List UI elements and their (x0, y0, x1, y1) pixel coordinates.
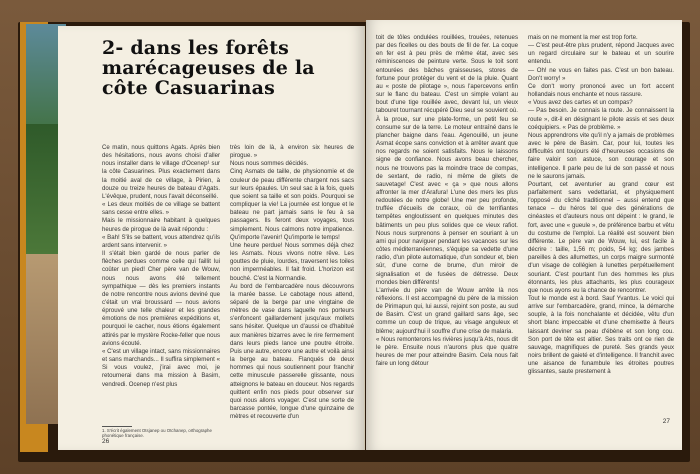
paragraph: Nous apprendrons vite qu'il n'y a jamais de problèmes avec le père de Basim. Car, pour lui, toutes les difficultés ont toujours été d'heureuses occasions de faire valoir son astuce, son courage et son intelligence. Il parle peu de lui de son passé et nous ne le saurons jamais. (528, 131, 674, 180)
right-page-column-1 (376, 34, 518, 368)
paragraph: Mais le missionnaire habitant à quelques heures de pirogue de là avait répondu : (102, 217, 220, 233)
paragraph: « C'est un village intact, sans missionnaires et sans marchands... Il suffira simplement « Si vous voulez, j'irai avec moi, je retournerai dans ma mission à Basim, vendredi. Ocenep n'est plus (102, 347, 220, 388)
paragraph: L'arrivée du père van de Wouw arrête là nos réflexions. Il est accompagné du père de la mission de Pirimapun qui, lui aussi, rejoint son poste, au sud de Basim. C'est un grand gaillard sans âge, sec comme un coup de trique, au visage anguleux et blême; aujourd'hui il souffre d'une crise de malaria. (376, 286, 518, 335)
left-page-column-1 (102, 144, 220, 389)
paragraph: Tout le monde est à bord. Sauf Yvantus. Le voici qui arrive sur l'embarcadère, grand, mince, la démarche souple, à la fois nonchalante et décidée, vêtu d'un short blanc impeccable et d'une chemisette à fleurs laissant deviner sa peau d'ébène et son long cou. Son port de tête est altier. Ses traits ont ce rien de sauvage, magnifiques de pureté. Ses grands yeux noirs brillent de gaieté et d'intelligence. Il franchit avec une aisance de funambule les étroites poutres glissantes, saute prestement à (528, 295, 674, 376)
paragraph: Nous nous sommes décidés. (230, 160, 309, 168)
footnote: 1. S'écrit également Otsjanep ou Otchanep, orthographe phonétique française. (102, 428, 212, 439)
paragraph: mais on ne moment la mer est trop forte. (528, 34, 638, 41)
paragraph: « Vous avez des cartes et un compas? (528, 99, 633, 107)
right-page (366, 20, 682, 450)
paragraph: Ce matin, nous quittons Agats. Après bien des hésitations, nous avons choisi d'aller nous installer dans le village d'Ocenep¹ sur la côte Casuarines. Plus exactement dans la moitié aval de ce village, à Pirien, à douze ou treize heures de bateau d'Agats. L'évêque, prudent, nous l'avait déconseillé. (102, 144, 220, 200)
footnote-rule (102, 426, 132, 427)
paragraph: « Bah! S'ils se battent, vous attendrez qu'ils ardent sans intervenir. » (102, 233, 220, 249)
paragraph: Une heure perdue! Nous sommes déjà chez les Asmats. Nous vivons notre rêve. Les gouttes de pluie, lourdes, traversent les toiles non imperméables. Il fait froid. L'horizon est bouché. C'est la Normandie. (230, 241, 354, 282)
paragraph: — Oh! ne vous en faites pas. C'est un bon bateau. Don't worry! » (528, 66, 674, 82)
paragraph: « Nous remonterons les rivières jusqu'à Ats, nous dit le père. Ensuite nous n'aurons plus que quatre heures de mer pour atteindre Basim. Cela nous fait faire un long détour (376, 335, 518, 368)
paragraph: toit de tôles ondulées rouillées, trouées, retenues par des ficelles ou des bouts de fil de fer. La coque en fer est à peu près de même état, avec ses réminiscences de peinture verte. Sous le toit sont entourées des bâches graisseuses, stores de fortune pour protéger du vent et de la pluie. Quant au « poste de pilotage », nous l'apercevons enfin sur le flanc du bateau. C'est un simple volant au bout d'une tige rouillée avec, devant lui, un vieux tabouret tournant récupéré Dieu seul se souvient où. À la proue, sur une plate-forme, un petit feu se consume sur de la terre. Le moteur entraîné dans le plancher baigne dans l'eau. Agenouillé, un jeune Asmat écope sans conviction et à arrêter avant que nos regards ne soient satisfaits. Nous le laissons signe de confiance. Nous avons beau chercher, nous ne trouvons pas la moindre trace de compas, de sextant, de radio, ni même de gilets de sauvetage! C'est avec « ça » que nous allons affronter la mer d'Arafura! L'une des mers les plus redoutées de notre globe! Une mer peu profonde, truffée d'écueils de coraux, où de terrifiantes tempêtes engloutissent en quelques minutes des bâtiments un peu plus solides que ce vieux rafiot. Nous nous surprenons à penser en souriant à un ami qui pour naviguer pendant les vacances sur les côtes méditerranéennes, s'équipe sa vedette d'une radio, d'un pilote automatique, d'un sondeur et, bien sûr, d'une corne de brume, d'un miroir de signalisation et de fusées de détresse. Deux mondes bien différents! (376, 34, 518, 286)
right-page-column-2 (528, 34, 674, 377)
page-number-right: 27 (662, 418, 670, 425)
paragraph: Cinq Asmats de taille, de physionomie et de couleur de peau différente chargent nos sacs sur leurs épaules. Un seul sac à la fois, quels que soient sa taille et son poids. Pourquoi se compliquer la vie! La journée est longue et le bateau ne part jamais sans le feu à sa passagers. Ils feront deux voyages, tous simplement. Nous calmons notre impatience. Qu'importe l'avenir! Qu'importe le temps! (230, 168, 354, 241)
left-page (58, 26, 365, 450)
paragraph: — Pas besoin. Je connais la route. Je connaissent la route », dit-il en désignant le pilote assis et ses deux coéquipiers. « Pas de problème. » (528, 107, 674, 131)
paragraph: Pourtant, cet aventurier au grand cœur est parfaitement sans vedettariat, et physiquement l'opposé du cliché traditionnel – aussi entend que tenace – du héros tel que des générations de cinéastes et d'auteurs nous ont dépeint : le grand, le fort, avec une « gueule », de préférence barbu et vêtu du costume de l'emploi. La réalité est souvent bien différente. Le père van de Wouw, lui, est facile à décrire : taille, 1,56 m; poids, 54 kg; des jambes pareilles à des allumettes, un corps maigre surmonté d'un visage de collégien à lunettes perpétuellement souriant. C'est pourtant l'un des hommes les plus étonnants, les plus attachants, les plus courageux que nous ayons eu la chance de rencontrer. (528, 180, 674, 294)
chapter-title: 2- dans les forêts marécageuses de la côte Casuarinas (102, 37, 315, 99)
page-number-left: 26 (102, 438, 110, 445)
paragraph: Au bord de l'embarcadère nous découvrons la marée basse. Le cabotage nous attend, séparé de la berge par une vingtaine de mètres de vase dans laquelle nos porteurs s'enfoncent gaillardement jusqu'aux mollets sans hésiter. Quelque un d'aussi ce d'habitué aux manières bizarres avec le rire fermement dans leurs pieds lance une poutre étroite. Puis une autre, encore une autre et voilà ainsi la berge au bateau. Flanqués de deux hommes qui nous soutiennent pour franchir cette minuscule passerelle glissante, nous atteignons le bateau en douceur. Nos regards quittent enfin nos pieds pour observer sur quoi nous allons voyager. C'est une sorte de barcasse pontée, longue d'une quinzaine de mètres et recouverte d'un (230, 282, 354, 421)
paragraph: — C'est peut-être plus prudent, répond Jacques avec un regard circulaire sur le bateau et un sourire entendu. (528, 42, 674, 66)
left-page-column-2 (230, 144, 354, 421)
paragraph: Il s'était bien gardé de nous parler de flèches perdues comme celle qui faillit lui coûter un pied! Cher père van de Wouw, nous nous avons été tellement sympathique — dès les premiers instants de notre rencontre nous avions deviné que c'était un vrai broussard — nous avions éprouvé une telle chaleur et les grandes émotions de nos premières expéditions et, pourquoi le cacher, nous étions également attirés par le mystère Rocke-feller que nous avions écouté. (102, 250, 220, 347)
paragraph: « Les deux moitiés de ce village se battent sans cesse entre elles. » (102, 201, 220, 217)
paragraph: très loin de là, à environ six heures de pirogue. » (230, 144, 354, 160)
paragraph: Ce don't worry prononcé avec un fort accent hollandais nous enchante et nous rassure. (528, 82, 674, 99)
